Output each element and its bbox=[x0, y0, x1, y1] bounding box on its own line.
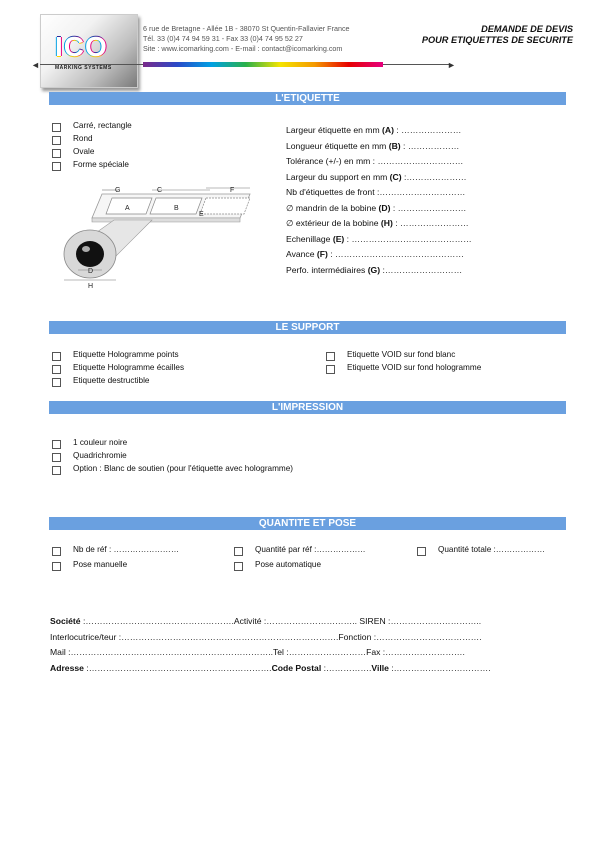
option-label: Etiquette VOID sur fond hologramme bbox=[347, 363, 482, 372]
field-perfo[interactable]: Perfo. intermédiaires (G) :……………………… bbox=[286, 264, 463, 275]
checkbox[interactable] bbox=[52, 466, 61, 475]
label-dimension-fields bbox=[286, 123, 472, 278]
field-echenillage[interactable]: Echenillage (E) : …………………………………… bbox=[286, 233, 472, 244]
checkbox[interactable] bbox=[326, 352, 335, 361]
option-label: Pose manuelle bbox=[73, 560, 128, 569]
checkbox[interactable] bbox=[52, 136, 61, 145]
option-label: Rond bbox=[73, 134, 93, 143]
checkbox[interactable] bbox=[52, 440, 61, 449]
arrow-left-icon: ◄ bbox=[31, 60, 40, 70]
field-mandrin[interactable]: ∅ mandrin de la bobine (D) : …………………… bbox=[286, 202, 467, 213]
support-options-right bbox=[326, 350, 566, 376]
rainbow-stripe bbox=[143, 62, 383, 67]
label-roll-diagram bbox=[60, 180, 260, 292]
field-longueur[interactable]: Longueur étiquette en mm (B) : ……………… bbox=[286, 140, 460, 151]
label-c bbox=[200, 198, 250, 214]
form-line-mail[interactable]: Mail :……………………………………………………………..Tel :………………………Fax :………………………. bbox=[50, 647, 465, 657]
address-line: 6 rue de Bretagne - Allée 1B - 38070 St Quentin-Fallavier France bbox=[143, 24, 350, 33]
quantite-option[interactable] bbox=[234, 560, 404, 575]
company-address bbox=[143, 24, 350, 54]
label-b-text: B bbox=[174, 205, 179, 212]
section-quantite-header: QUANTITE ET POSE bbox=[49, 517, 566, 530]
impression-option[interactable] bbox=[52, 438, 452, 451]
field-largeur-support[interactable]: Largeur du support en mm (C) :………………… bbox=[286, 171, 467, 182]
web-line: Site : www.icomarking.com - E-mail : contact@icomarking.com bbox=[143, 44, 343, 53]
option-label: Option : Blanc de soutien (pour l'étiquette avec hologramme) bbox=[73, 464, 294, 473]
quantite-option[interactable] bbox=[52, 560, 222, 575]
ico-logo bbox=[40, 14, 138, 88]
checkbox[interactable] bbox=[326, 365, 335, 374]
quantite-col-2 bbox=[234, 545, 404, 575]
code-postal-label: Code Postal bbox=[271, 662, 322, 673]
support-options-left bbox=[52, 350, 302, 389]
impression-option[interactable] bbox=[52, 464, 452, 477]
logo-text: ICO bbox=[55, 31, 108, 62]
checkbox[interactable] bbox=[52, 162, 61, 171]
checkbox[interactable] bbox=[52, 562, 61, 571]
option-label: Ovale bbox=[73, 147, 95, 156]
ville-label: Ville bbox=[371, 662, 389, 673]
label-e: E bbox=[199, 211, 204, 218]
quantite-col-1 bbox=[52, 545, 222, 575]
option-label: Quadrichromie bbox=[73, 451, 127, 460]
option-label: Nb de réf : …………………… bbox=[73, 545, 180, 554]
field-largeur[interactable]: Largeur étiquette en mm (A) : ………………… bbox=[286, 125, 462, 135]
contact-form bbox=[50, 614, 570, 676]
support-option[interactable] bbox=[52, 376, 302, 389]
title-line-2: POUR ETIQUETTES DE SECURITE bbox=[421, 35, 573, 45]
checkbox[interactable] bbox=[52, 453, 61, 462]
option-label: 1 couleur noire bbox=[73, 438, 128, 447]
field-avance[interactable]: Avance (F) : ……………………………………… bbox=[286, 249, 464, 259]
label-a-text: A bbox=[125, 205, 130, 212]
arrow-right-icon: ► bbox=[447, 60, 456, 70]
checkbox[interactable] bbox=[52, 365, 61, 374]
support-option[interactable] bbox=[52, 350, 302, 363]
label-f: F bbox=[230, 187, 235, 194]
impression-options bbox=[52, 438, 452, 477]
form-line-interlocuteur[interactable]: Interlocutrice/teur :………………………………………………………………….Fonction :………………………………. bbox=[50, 631, 482, 642]
field-nb-front[interactable]: Nb d'étiquettes de front :………………………… bbox=[286, 187, 466, 197]
checkbox[interactable] bbox=[52, 352, 61, 361]
roll-core bbox=[76, 241, 104, 267]
option-label: Carré, rectangle bbox=[73, 121, 132, 130]
label-h: H bbox=[88, 283, 94, 290]
field-exterieur[interactable]: ∅ extérieur de la bobine (H) : …………………… bbox=[286, 218, 469, 228]
document-title bbox=[422, 24, 573, 46]
form-line-societe[interactable]: Société :…………………………………………….Activité :………………………….. SIREN :………………………….. bbox=[50, 616, 482, 626]
label-g: G bbox=[115, 187, 121, 194]
checkbox[interactable] bbox=[52, 378, 61, 387]
title-line-1: DEMANDE DE DEVIS bbox=[481, 24, 573, 34]
support-option[interactable] bbox=[326, 363, 566, 376]
option-label: Forme spéciale bbox=[73, 160, 129, 169]
quantite-option[interactable] bbox=[417, 545, 567, 560]
quantite-col-3 bbox=[417, 545, 567, 560]
support-option[interactable] bbox=[52, 363, 302, 376]
option-label: Pose automatique bbox=[255, 560, 321, 569]
checkbox[interactable] bbox=[52, 149, 61, 158]
field-tolerance[interactable]: Tolérance (+/-) en mm : ………………………… bbox=[286, 156, 464, 166]
section-etiquette-header: L'ETIQUETTE bbox=[49, 92, 566, 105]
label-d: D bbox=[88, 268, 94, 275]
option-label: Etiquette destructible bbox=[73, 376, 150, 385]
option-label: Quantité par réf :……………… bbox=[255, 545, 366, 554]
support-option[interactable] bbox=[326, 350, 566, 363]
logo-subtitle: MARKING SYSTEMS bbox=[55, 65, 112, 71]
societe-label: Société bbox=[50, 616, 81, 626]
checkbox[interactable] bbox=[52, 123, 61, 132]
section-impression-header: L'IMPRESSION bbox=[49, 401, 566, 414]
option-label: Etiquette VOID sur fond blanc bbox=[347, 350, 456, 359]
roll-highlight bbox=[82, 246, 90, 252]
option-label: Etiquette Hologramme écailles bbox=[73, 363, 185, 372]
form-line-adresse[interactable]: Adresse :……………………………………………………….Code Postal :…………….Ville :……………………………. bbox=[50, 662, 491, 673]
checkbox[interactable] bbox=[417, 547, 426, 556]
option-label: Etiquette Hologramme points bbox=[73, 350, 179, 359]
checkbox[interactable] bbox=[234, 547, 243, 556]
section-support-header: LE SUPPORT bbox=[49, 321, 566, 334]
checkbox[interactable] bbox=[234, 562, 243, 571]
label-c-text: C bbox=[157, 187, 163, 194]
option-label: Quantité totale :……………… bbox=[438, 545, 545, 554]
phone-line: Tél. 33 (0)4 74 94 59 31 - Fax 33 (0)4 74 95 52 27 bbox=[143, 34, 303, 43]
quantite-option[interactable] bbox=[52, 545, 222, 560]
impression-option[interactable] bbox=[52, 451, 452, 464]
checkbox[interactable] bbox=[52, 547, 61, 556]
adresse-label: Adresse bbox=[50, 662, 84, 673]
quantite-option[interactable] bbox=[234, 545, 404, 560]
